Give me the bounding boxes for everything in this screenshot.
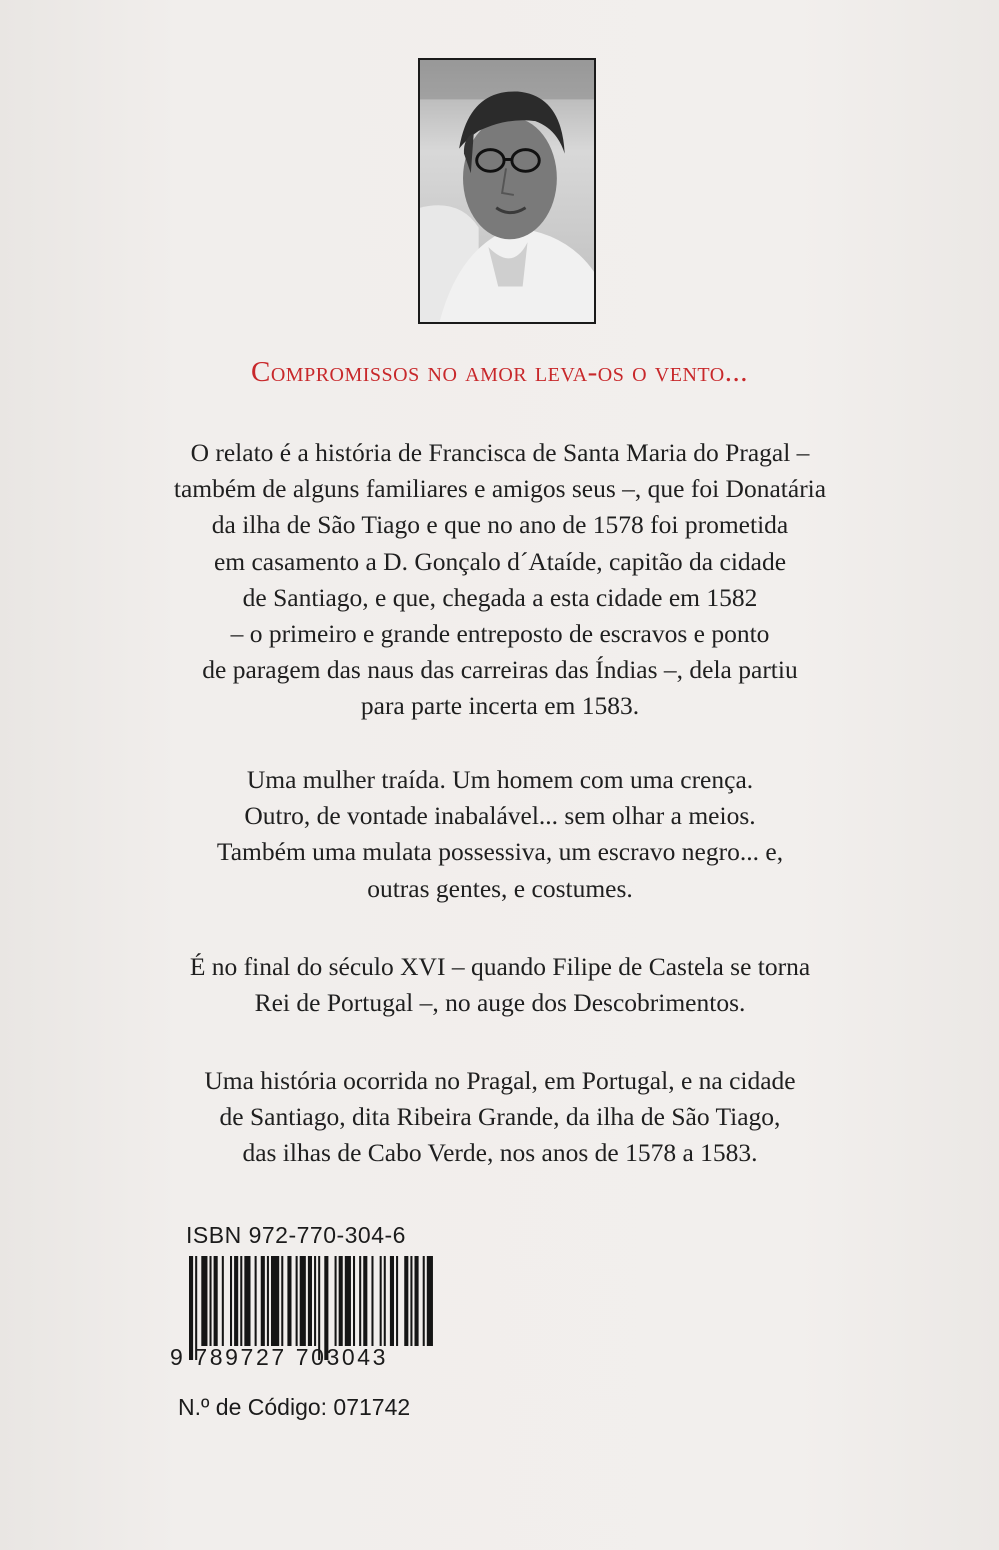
barcode-bar bbox=[396, 1256, 398, 1346]
barcode-bar bbox=[300, 1256, 306, 1346]
barcode-bar bbox=[261, 1256, 265, 1346]
text-line: de paragem das naus das carreiras das Índias –, dela partiu bbox=[202, 655, 798, 685]
synopsis-paragraph-2 bbox=[100, 762, 900, 907]
barcode-bar bbox=[380, 1256, 382, 1346]
text-line: É no final do século XVI – quando Filipe de Castela se torna bbox=[189, 952, 811, 981]
synopsis-paragraph-3 bbox=[100, 949, 900, 1021]
text-line: das ilhas de Cabo Verde, nos anos de 1578 a 1583. bbox=[242, 1138, 758, 1168]
barcode-bar bbox=[210, 1256, 212, 1346]
author-portrait-image bbox=[420, 60, 594, 322]
synopsis-paragraph-4 bbox=[100, 1063, 900, 1172]
barcode-bar bbox=[201, 1256, 207, 1346]
synopsis-paragraph-1 bbox=[100, 435, 900, 725]
text-line: outras gentes, e costumes. bbox=[367, 873, 633, 903]
text-line: da ilha de São Tiago e que no ano de 1578 foi prometida bbox=[211, 510, 789, 540]
barcode-bar bbox=[345, 1256, 351, 1346]
barcode-bar bbox=[384, 1256, 386, 1346]
text-line: também de alguns familiares e amigos seus –, que foi Donatária bbox=[173, 474, 827, 504]
barcode-bar bbox=[371, 1256, 373, 1346]
barcode-bar bbox=[410, 1256, 412, 1346]
product-code: N.º de Código: 071742 bbox=[178, 1394, 411, 1420]
barcode-bar bbox=[287, 1256, 291, 1346]
text-line: Uma mulher traída. Um homem com uma crença. bbox=[246, 765, 754, 794]
barcode-bar bbox=[234, 1256, 238, 1346]
text-line: em casamento a D. Gonçalo d´Ataíde, capitão da cidade bbox=[213, 546, 787, 576]
tagline: Compromissos no amor leva-os o vento... bbox=[251, 356, 748, 388]
text-line: Outro, de vontade inabalável... sem olhar a meios. bbox=[244, 801, 756, 831]
barcode-bar bbox=[214, 1256, 218, 1346]
text-line: Rei de Portugal –, no auge dos Descobrimentos. bbox=[254, 988, 746, 1018]
barcode-bar bbox=[296, 1256, 298, 1346]
text-line: de Santiago, e que, chegada a esta cidade em 1582 bbox=[242, 582, 758, 612]
barcode-bar bbox=[314, 1256, 316, 1346]
barcode-bar bbox=[222, 1256, 224, 1346]
text-line: – o primeiro e grande entreposto de escravos e ponto bbox=[230, 619, 770, 649]
barcode-bar bbox=[359, 1256, 361, 1346]
ean-digits: 9 789727 703043 bbox=[170, 1344, 389, 1370]
barcode-bar bbox=[353, 1256, 355, 1346]
isbn-label: ISBN 972-770-304-6 bbox=[186, 1222, 406, 1248]
barcode-bar bbox=[230, 1256, 232, 1346]
barcode-bar bbox=[281, 1256, 283, 1346]
barcode-bar bbox=[404, 1256, 408, 1346]
text-line: Uma história ocorrida no Pragal, em Portugal, e na cidade bbox=[204, 1066, 796, 1095]
barcode-bar bbox=[423, 1256, 425, 1346]
barcode-bar bbox=[308, 1256, 312, 1346]
barcode-bar bbox=[271, 1256, 279, 1346]
text-line: para parte incerta em 1583. bbox=[360, 691, 640, 721]
barcode-bar bbox=[335, 1256, 337, 1346]
barcode-bar bbox=[240, 1256, 242, 1346]
barcode-bar bbox=[363, 1256, 367, 1346]
barcode-bar bbox=[255, 1256, 257, 1346]
author-photo bbox=[418, 58, 596, 324]
text-line: de Santiago, dita Ribeira Grande, da ilha de São Tiago, bbox=[219, 1102, 781, 1132]
text-line: Também uma mulata possessiva, um escravo negro... e, bbox=[216, 837, 784, 867]
barcode-bar bbox=[267, 1256, 269, 1346]
barcode-bar bbox=[339, 1256, 343, 1346]
barcode-bar bbox=[427, 1256, 433, 1346]
barcode-bar bbox=[244, 1256, 250, 1346]
text-line: O relato é a história de Francisca de Santa Maria do Pragal – bbox=[190, 438, 810, 467]
barcode-bar bbox=[415, 1256, 419, 1346]
barcode-bar bbox=[390, 1256, 394, 1346]
